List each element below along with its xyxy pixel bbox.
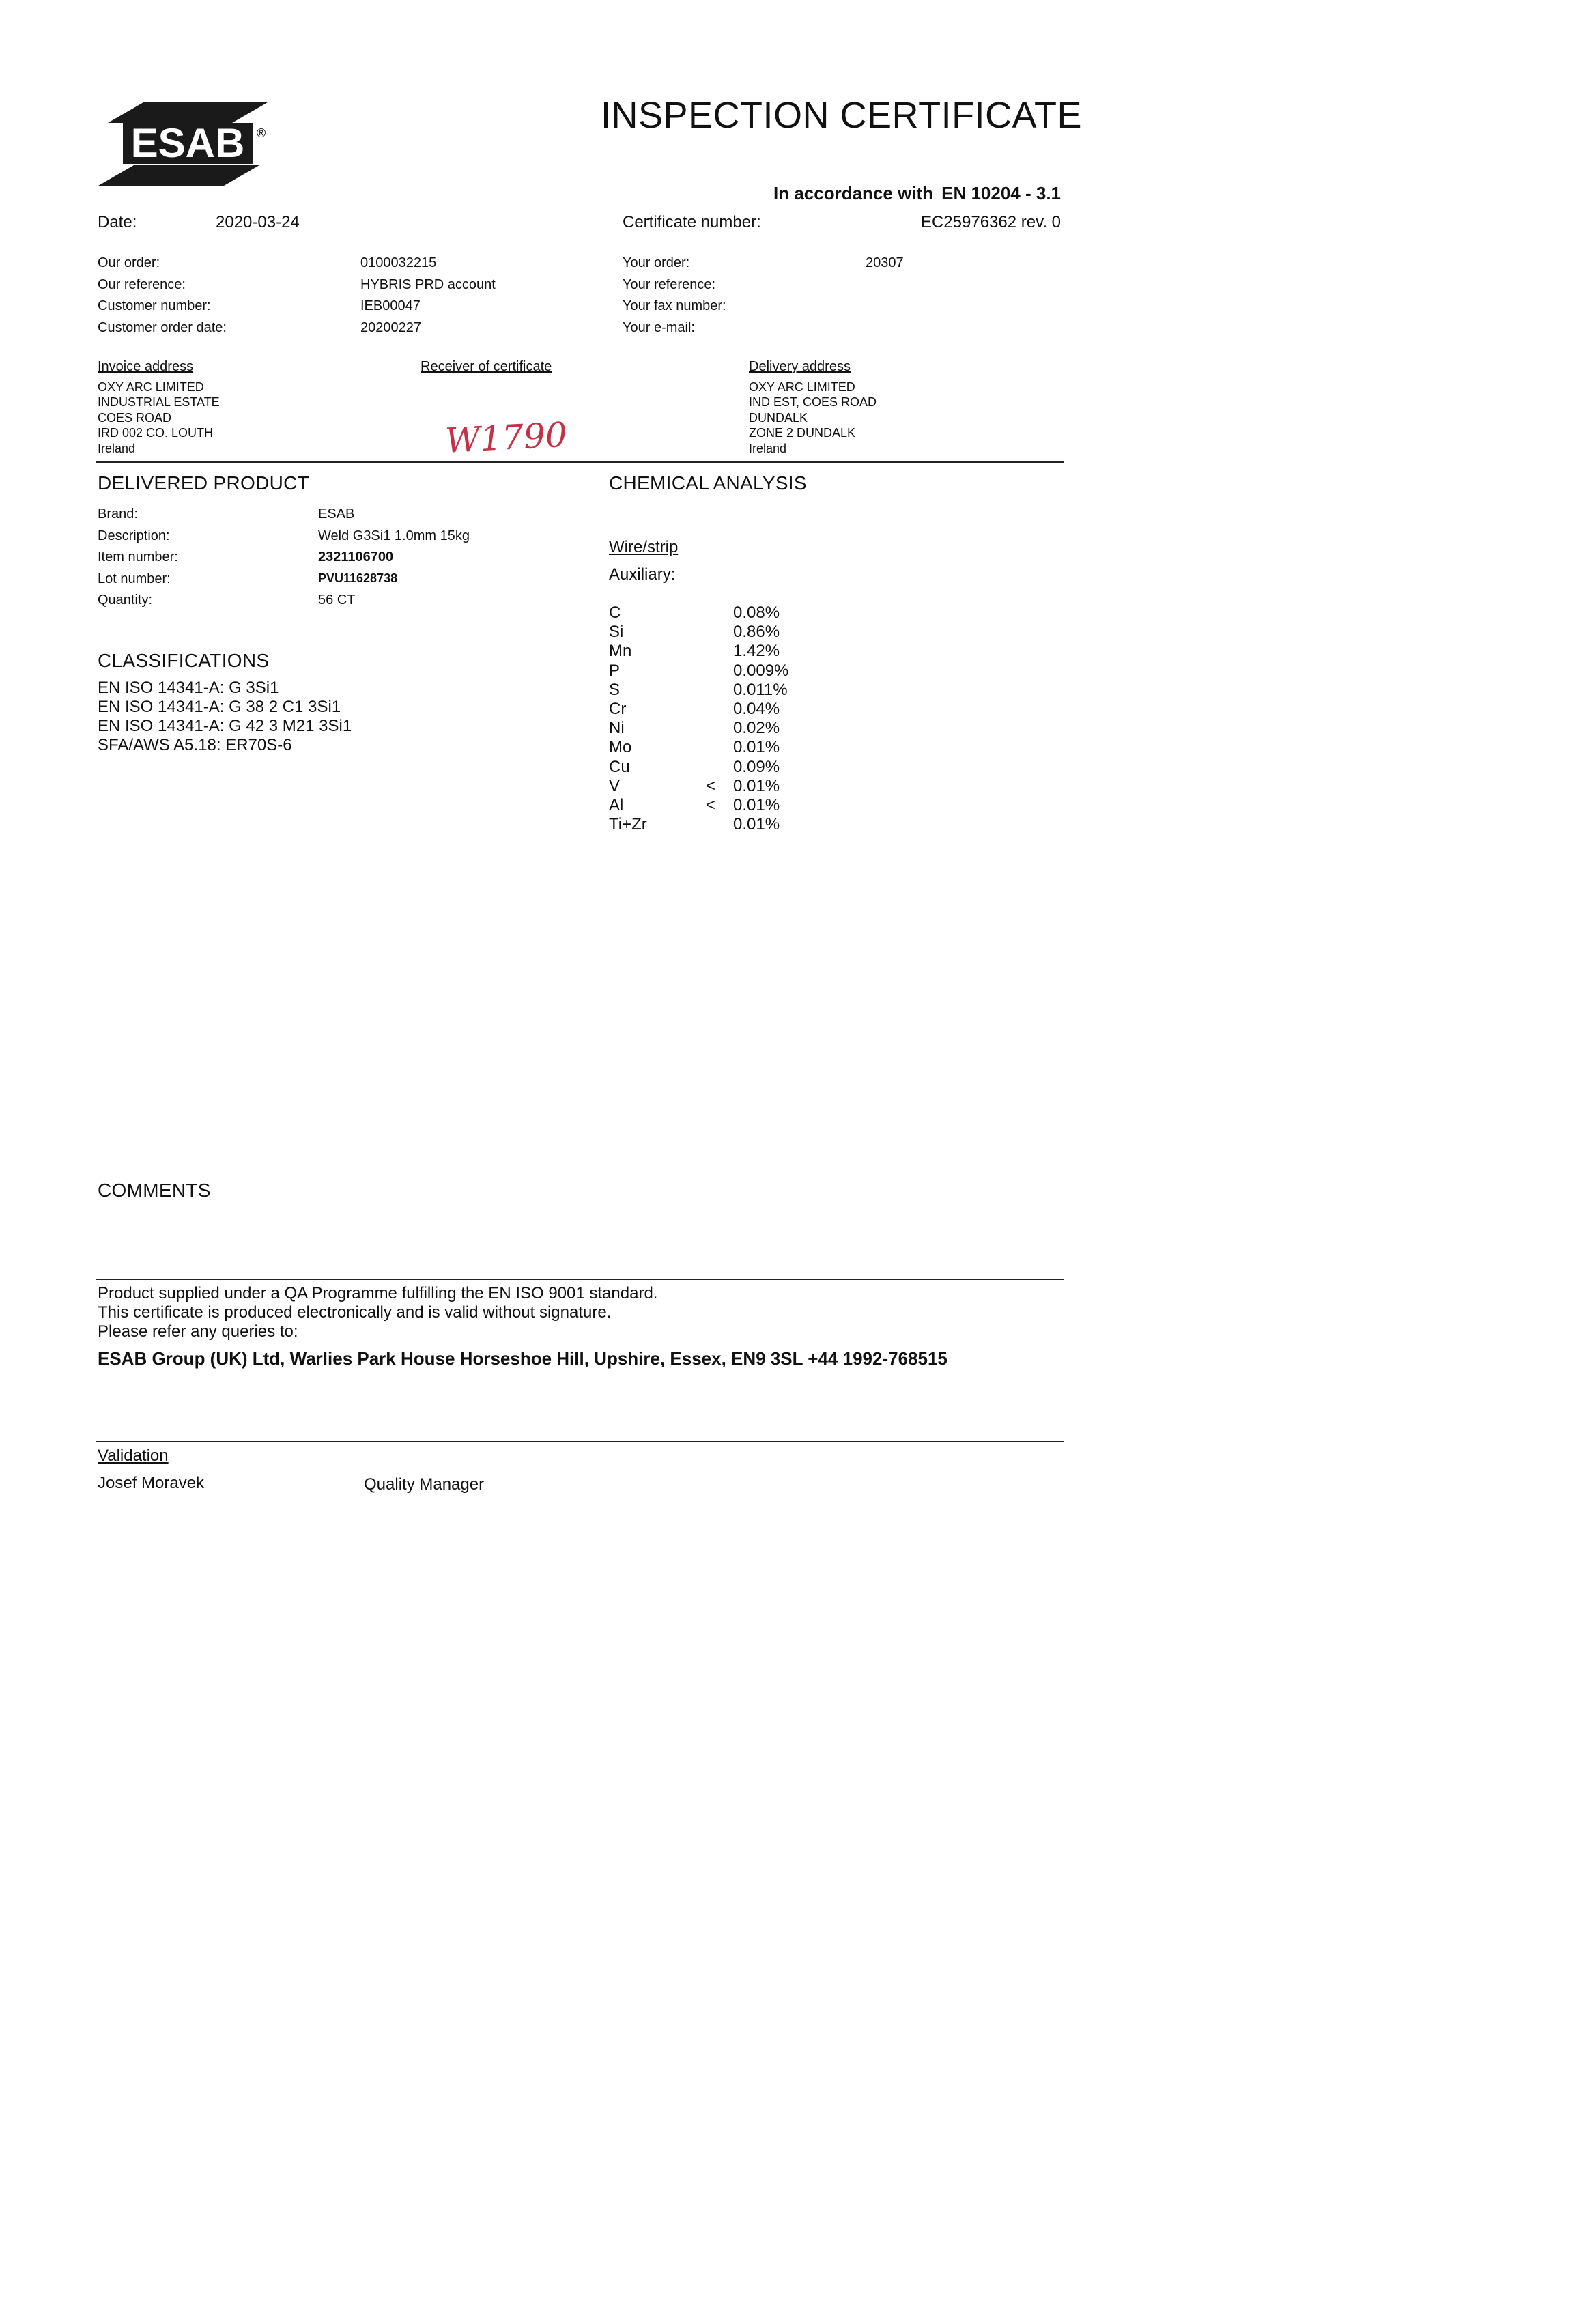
esab-logo-mark [96, 96, 280, 191]
classifications-heading: CLASSIFICATIONS [98, 650, 270, 671]
footer-line: Please refer any queries to: [98, 1322, 298, 1341]
page-title: INSPECTION CERTIFICATE [601, 95, 1083, 136]
footer-line: This certificate is produced electronically and is valid without signature. [98, 1303, 612, 1322]
element-row [609, 758, 788, 777]
element-comparator [706, 815, 733, 834]
element-value: 0.01% [733, 815, 780, 834]
item-number-value: 2321106700 [318, 550, 394, 565]
element-comparator [706, 661, 733, 681]
element-symbol: V [609, 776, 621, 795]
delivered-product-values [318, 507, 470, 614]
element-symbol: Ni [609, 719, 625, 738]
divider [96, 1441, 1064, 1442]
element-comparator [706, 603, 733, 623]
your-email-label: Your e-mail: [623, 319, 695, 335]
validator-name: Josef Moravek [98, 1474, 205, 1492]
logo-text: ESAB [130, 120, 245, 166]
invoice-address-line: IRD 002 CO. LOUTH [98, 426, 214, 440]
element-comparator [706, 758, 733, 777]
your-fax-value [866, 298, 904, 320]
customer-order-date-label: Customer order date: [98, 319, 227, 335]
your-reference-value [866, 277, 904, 299]
element-symbol: S [609, 680, 621, 699]
delivered-product-labels [98, 507, 178, 614]
auxiliary-label: Auxiliary: [609, 565, 676, 584]
chemical-analysis-heading: CHEMICAL ANALYSIS [609, 472, 807, 494]
your-info-values [866, 255, 904, 341]
our-info-labels [98, 255, 227, 341]
element-comparator: < [706, 795, 716, 814]
element-symbol: C [609, 603, 621, 622]
your-fax-label: Your fax number: [623, 298, 726, 313]
divider [96, 461, 1064, 463]
your-reference-label: Your reference: [623, 276, 716, 292]
date-value: 2020-03-24 [216, 213, 300, 231]
brand-label: Brand: [98, 507, 138, 522]
element-row [609, 815, 788, 834]
invoice-address-heading: Invoice address [98, 359, 194, 374]
validation-heading: Validation [98, 1447, 169, 1465]
standard-value: EN 10204 - 3.1 [941, 183, 1061, 203]
our-reference-label: Our reference: [98, 276, 186, 292]
chemical-elements-table [609, 603, 788, 834]
element-row [609, 700, 788, 719]
lot-number-label: Lot number: [98, 571, 171, 586]
your-info-labels [623, 255, 726, 341]
your-order-label: Your order: [623, 255, 690, 270]
item-number-label: Item number: [98, 550, 178, 565]
element-value: 0.09% [733, 757, 780, 776]
classification-item: SFA/AWS A5.18: ER70S-6 [98, 736, 292, 754]
element-row [609, 681, 788, 700]
element-value: 1.42% [733, 642, 780, 661]
classification-item: EN ISO 14341-A: G 3Si1 [98, 679, 279, 697]
element-comparator [706, 623, 733, 642]
element-symbol: Al [609, 795, 624, 814]
element-row [609, 603, 788, 623]
quantity-value: 56 CT [318, 593, 356, 608]
delivery-address-lines [749, 380, 877, 456]
certificate-number-value: EC25976362 rev. 0 [920, 213, 1061, 231]
invoice-address-line: INDUSTRIAL ESTATE [98, 395, 220, 410]
invoice-address-line: COES ROAD [98, 410, 172, 425]
company-contact: ESAB Group (UK) Ltd, Warlies Park House Horseshoe Hill, Upshire, Essex, EN9 3SL +44 1992-768515 [98, 1348, 947, 1369]
handwritten-note-text: W1790 [444, 414, 569, 460]
invoice-address-lines [98, 380, 220, 456]
element-symbol: P [609, 661, 621, 680]
element-value: 0.01% [733, 776, 780, 795]
standard-prefix: In accordance with [773, 183, 934, 203]
our-order-label: Our order: [98, 255, 160, 270]
description-value: Weld G3Si1 1.0mm 15kg [318, 528, 470, 543]
element-row [609, 738, 788, 757]
receiver-heading: Receiver of certificate [421, 359, 552, 374]
element-value: 0.011% [733, 680, 788, 699]
element-value: 0.009% [733, 661, 789, 680]
customer-number-value: IEB00047 [360, 298, 421, 313]
customer-number-label: Customer number: [98, 298, 211, 313]
element-row [609, 719, 788, 738]
element-symbol: Si [609, 623, 624, 642]
our-info-values [360, 255, 496, 341]
element-comparator [706, 700, 733, 719]
registered-mark: ® [257, 126, 266, 140]
customer-order-date-value: 20200227 [360, 319, 421, 335]
our-order-value: 0100032215 [360, 255, 437, 270]
element-row [609, 661, 788, 681]
your-email-value [866, 320, 904, 342]
comments-heading: COMMENTS [98, 1180, 211, 1201]
delivery-address-heading: Delivery address [749, 359, 851, 374]
element-symbol: Cu [609, 757, 630, 776]
description-label: Description: [98, 528, 170, 543]
delivery-address-line: OXY ARC LIMITED [749, 380, 855, 394]
certificate-number-label: Certificate number: [623, 213, 761, 231]
element-row [609, 623, 788, 642]
element-comparator [706, 681, 733, 700]
lot-number-value: PVU11628738 [318, 571, 398, 585]
element-comparator [706, 642, 733, 661]
esab-logo [96, 96, 280, 191]
footer-text [98, 1284, 657, 1341]
element-value: 0.04% [733, 699, 780, 718]
classification-item: EN ISO 14341-A: G 38 2 C1 3Si1 [98, 698, 341, 716]
element-symbol: Ti+Zr [609, 815, 647, 834]
element-value: 0.86% [733, 623, 780, 642]
delivery-address-line: IND EST, COES ROAD [749, 395, 877, 410]
element-comparator: < [706, 776, 716, 795]
element-value: 0.02% [733, 719, 780, 738]
handwritten-note [442, 414, 579, 460]
element-value: 0.01% [733, 738, 780, 757]
wire-strip-heading: Wire/strip [609, 538, 679, 556]
your-order-value: 20307 [866, 255, 904, 270]
element-row [609, 642, 788, 661]
element-value: 0.01% [733, 795, 780, 814]
classifications-list [98, 679, 352, 755]
handwritten-note-svg [442, 414, 579, 460]
our-reference-value: HYBRIS PRD account [360, 276, 496, 292]
invoice-address-line: OXY ARC LIMITED [98, 380, 204, 394]
invoice-address-line: Ireland [98, 441, 136, 455]
delivered-product-heading: DELIVERED PRODUCT [98, 472, 310, 494]
element-comparator [706, 738, 733, 757]
delivery-address-line: ZONE 2 DUNDALK [749, 426, 856, 440]
quantity-label: Quantity: [98, 593, 153, 608]
element-comparator [706, 719, 733, 738]
delivery-address-line: Ireland [749, 441, 787, 455]
delivery-address-line: DUNDALK [749, 410, 808, 425]
brand-value: ESAB [318, 507, 355, 522]
classification-item: EN ISO 14341-A: G 42 3 M21 3Si1 [98, 717, 352, 735]
element-row [609, 796, 788, 815]
element-symbol: Mo [609, 738, 632, 757]
validator-role: Quality Manager [364, 1475, 485, 1494]
element-value: 0.08% [733, 603, 780, 622]
element-symbol: Mn [609, 642, 632, 661]
element-symbol: Cr [609, 699, 627, 718]
divider [96, 1279, 1064, 1280]
date-label: Date: [98, 213, 137, 231]
element-row [609, 777, 788, 796]
footer-line: Product supplied under a QA Programme fulfilling the EN ISO 9001 standard. [98, 1284, 658, 1302]
